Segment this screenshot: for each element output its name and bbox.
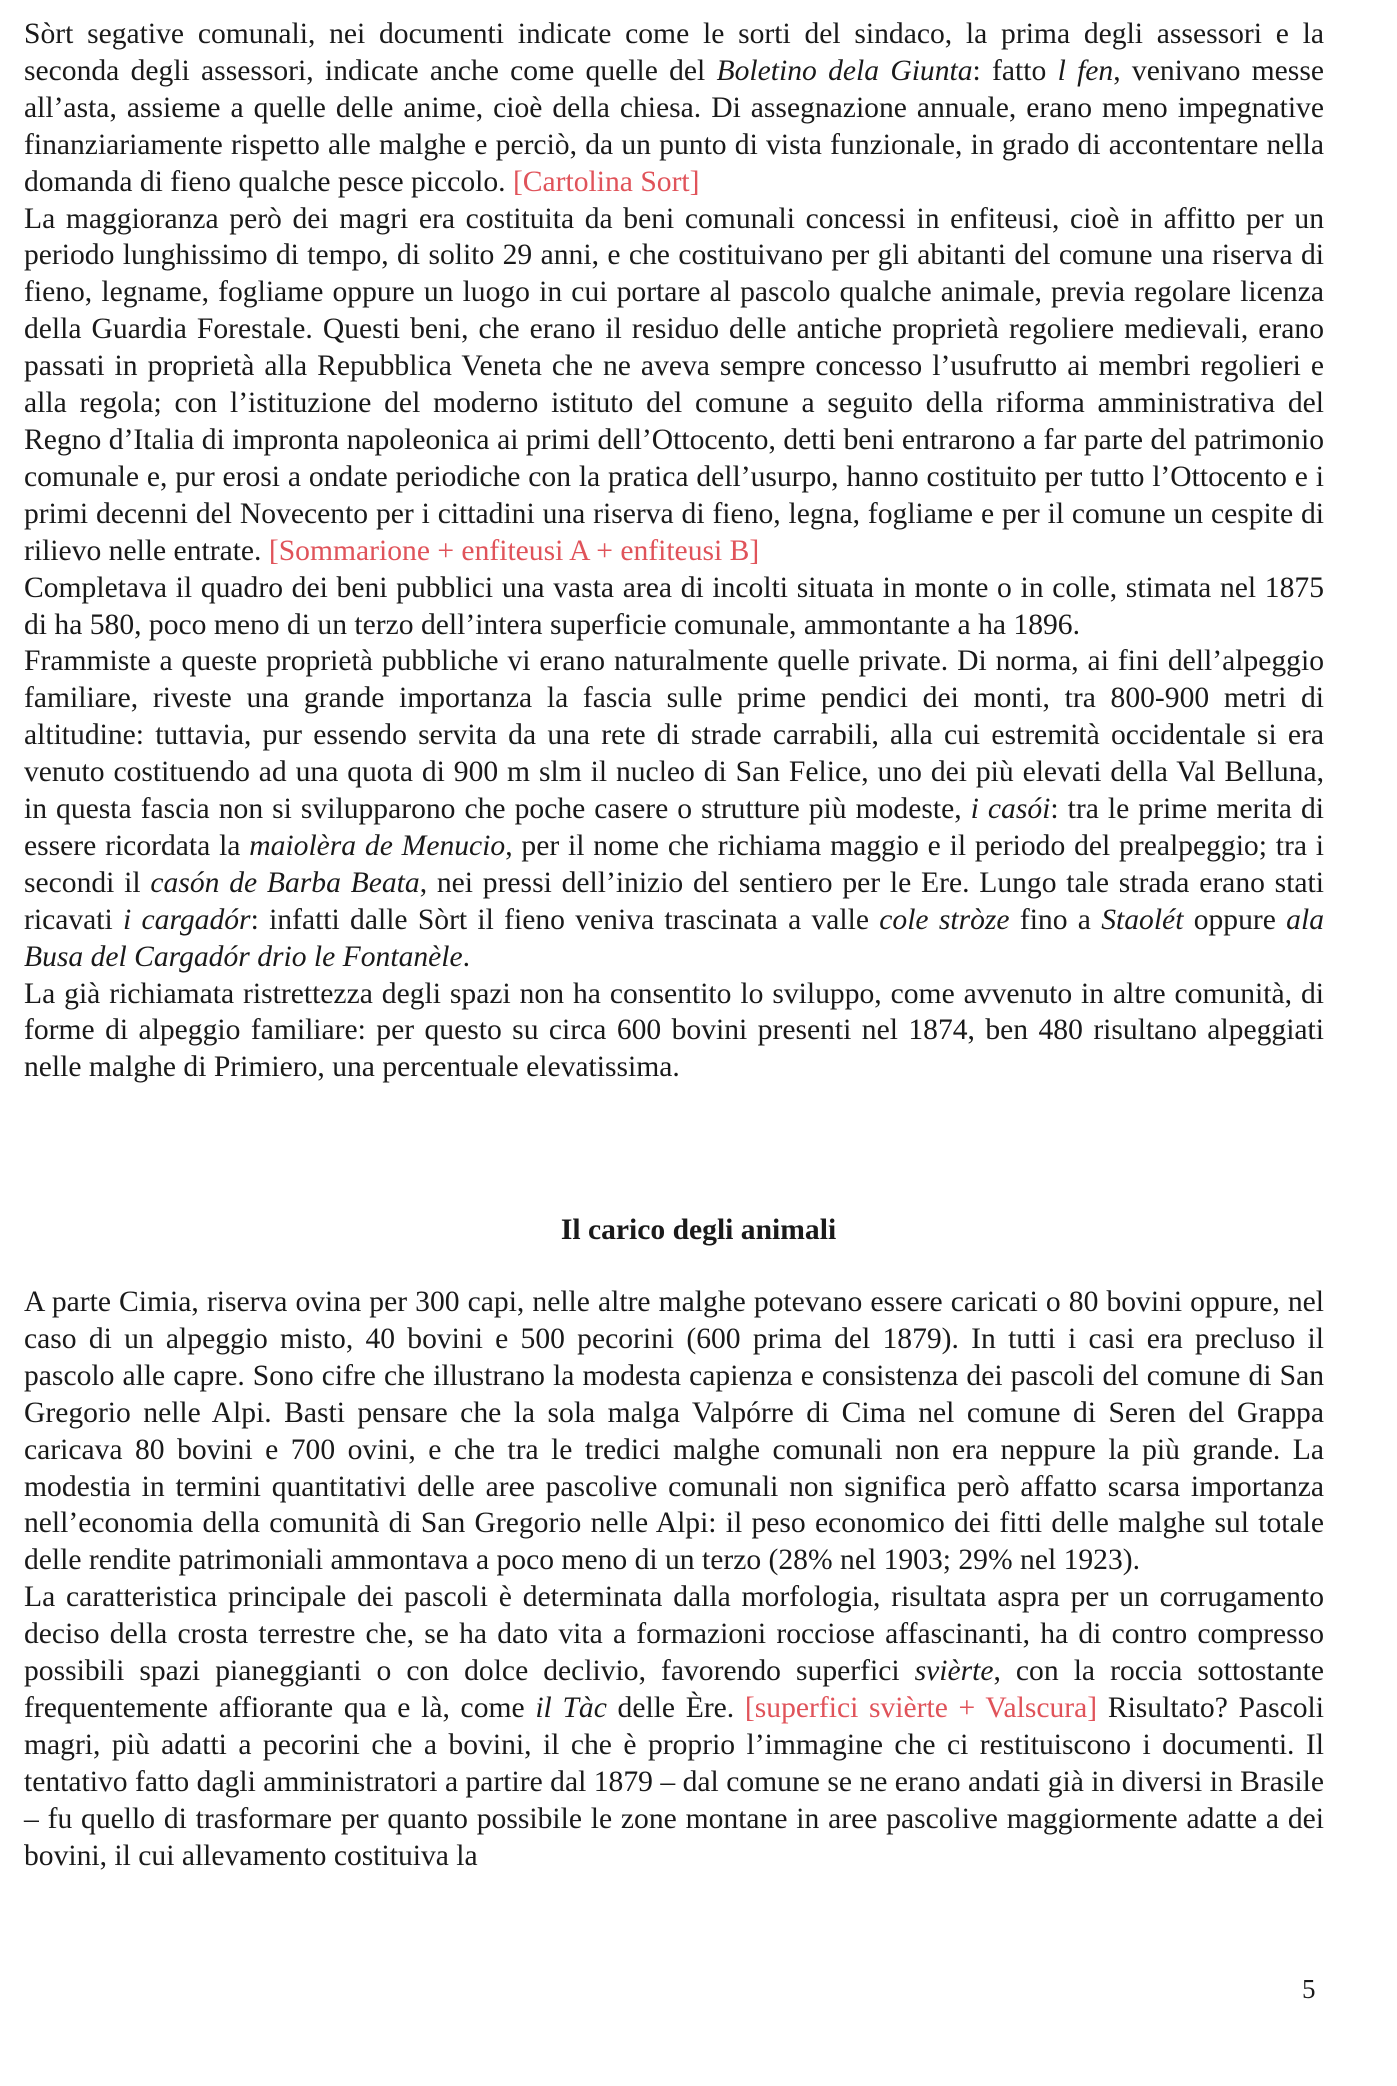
- body-text-section-1: [24, 16, 1324, 1086]
- text-run: Frammiste a queste proprietà pubbliche vi erano naturalmente quelle private. Di norma, ai fini dell’alpeggio familiare, riveste una grande importanza la fascia sulle prime pendici dei monti, tra 800-900 metri di altitudine: tuttavia, pur essendo servita da una rete di strade carrabili, alla cui estremità occidentale si era venuto costituendo ad una quota di 900 m slm il nucleo di San Felice, uno dei più elevati della Val Belluna, in questa fascia non si svilupparono che poche casere o strutture più modeste,: [24, 645, 1324, 826]
- paragraph-morfologia: [24, 1579, 1324, 1874]
- paragraph-proprieta-private: [24, 643, 1324, 975]
- text-run: , venivano messe all’asta, assieme a quelle delle anime, cioè della chiesa. Di assegnazione annuale, erano meno impegnative finanziariamente rispetto alle malghe e perciò, da un punto di vista funzionale, in grado di accontentare nella domanda di fieno qualche pesce piccolo.: [24, 54, 1324, 198]
- reference-link-cartolina-sort[interactable]: [Cartolina Sort]: [512, 165, 700, 198]
- text-run: Sòrt segative comunali, nei documenti indicate come le sorti del sindaco, la prima degli assessori e la seconda degli assessori, indicate anche come quelle del: [24, 18, 1324, 87]
- paragraph-enfiteusi: [24, 201, 1324, 570]
- text-run: .: [462, 940, 471, 973]
- italic-term: maiolèra de Menucio: [249, 829, 506, 862]
- text-run: : infatti dalle Sòrt il fieno veniva trascinata a valle: [250, 903, 880, 936]
- text-run: , nei pressi dell’inizio del sentiero per le Ere. Lungo tale strada erano stati ricavati: [24, 866, 1324, 936]
- text-run: : fatto: [972, 54, 1058, 87]
- text-run: , per il nome che richiama maggio e il periodo del prealpeggio; tra i secondi il: [24, 829, 1325, 899]
- paragraph-carico: A parte Cimia, riserva ovina per 300 capi, nelle altre malghe potevano essere caricati o 80 bovini oppure, nel caso di un alpeggio misto, 40 bovini e 500 pecorini (600 prima del 1879). In tutti i casi era precluso il pascolo alle capre. Sono cifre che illustrano la modesta capienza e consistenza dei pascoli del comune di San Gregorio nelle Alpi. Basti pensare che la sola malga Valpórre di Cima nel comune di Seren del Grappa caricava 80 bovini e 700 ovini, e che tra le tredici malghe comunali non era neppure la più grande. La modestia in termini quantitativi delle aree pascolive comunali non significa però affatto scarsa importanza nell’economia della comunità di San Gregorio nelle Alpi: il peso economico dei fitti delle malghe sul totale delle rendite patrimoniali ammontava a poco meno di un terzo (28% nel 1903; 29% nel 1923).: [24, 1286, 1324, 1577]
- text-run: : tra le prime merita di essere ricordata la: [24, 793, 1325, 862]
- text-run: delle Ère.: [606, 1691, 745, 1724]
- italic-term: cole stròze: [879, 903, 1010, 936]
- text-run: oppure: [1183, 903, 1287, 936]
- text-run: fino a: [1009, 903, 1102, 936]
- italic-term: l fen: [1057, 54, 1114, 87]
- italic-term: casón de Barba Beata: [150, 866, 420, 899]
- body-text-section-2: [24, 1284, 1324, 1875]
- italic-term: svièrte: [914, 1655, 994, 1688]
- page-number: 5: [1302, 1974, 1316, 2004]
- italic-term: Boletino dela Giunta: [716, 54, 973, 87]
- italic-term: Staolét: [1101, 903, 1184, 936]
- text-run: La caratteristica principale dei pascoli è determinata dalla morfologia, risultata aspra per un corrugamento deciso della crosta terrestre che, se ha dato vita a formazioni rocciose affascinanti, ha di contro compresso possibili spazi pianeggianti o con dolce declivio, favorendo superfici: [24, 1581, 1324, 1688]
- reference-link-superfici-sviert[interactable]: [superfici svièrte + Valscura]: [744, 1691, 1098, 1724]
- italic-term: i cargadór: [123, 903, 251, 936]
- text-run: La maggioranza però dei magri era costituita da beni comunali concessi in enfiteusi, cioè in affitto per un periodo lunghissimo di tempo, di solito 29 anni, e che costituivano per gli abitanti del comune una riserva di fieno, legname, fogliame oppure un luogo in cui portare al pascolo qualche animale, previa regolare licenza della Guardia Forestale. Questi beni, che erano il residuo delle antiche proprietà regoliere medievali, erano passati in proprietà alla Repubblica Veneta che ne aveva sempre concesso l’usufrutto ai membri regolieri e alla regola; con l’istituzione del moderno istituto del comune a seguito della riforma amministrativa del Regno d’Italia di impronta napoleonica ai primi dell’Ottocento, detti beni entrarono a far parte del patrimonio comunale e, pur erosi a ondate periodiche con la pratica dell’usurpo, hanno costituito per tutto l’Ottocento e i primi decenni del Novecento per i cittadini una riserva di fieno, legna, fogliame e per il comune un cespite di rilievo nelle entrate.: [24, 202, 1324, 567]
- text-run: , con la roccia sottostante frequentemente affiorante qua e là, come: [24, 1655, 1324, 1724]
- italic-term: il Tàc: [535, 1691, 607, 1724]
- paragraph-incolti: Completava il quadro dei beni pubblici una vasta area di incolti situata in monte o in colle, stimata nel 1875 di ha 580, poco meno di un terzo dell’intera superficie comunale, ammontante a ha 1896.: [24, 571, 1324, 641]
- paragraph-sort-segative: [24, 16, 1324, 201]
- reference-link-sommarione[interactable]: [Sommarione + enfiteusi A + enfiteusi B]: [268, 534, 760, 567]
- text-run: Risultato? Pascoli magri, più adatti a pecorini che a bovini, il che è proprio l’immagine che ci restituiscono i documenti. Il tentativo fatto dagli amministratori a partire dal 1879 – dal comune se ne erano andati già in diversi in Brasile – fu quello di trasformare per quanto possibile le zone montane in aree pascolive maggiormente adatte a dei bovini, il cui allevamento costituiva la: [24, 1691, 1325, 1872]
- paragraph-alpeggio: La già richiamata ristrettezza degli spazi non ha consentito lo sviluppo, come avvenuto in altre comunità, di forme di alpeggio familiare: per questo su circa 600 bovini presenti nel 1874, ben 480 risultano alpeggiati nelle malghe di Primiero, una percentuale elevatissima.: [24, 977, 1324, 1084]
- section-heading: Il carico degli animali: [560, 1214, 837, 1246]
- italic-term: i casói: [970, 793, 1051, 826]
- italic-term: ala Busa del Cargadór drio le Fontanèle: [24, 903, 1324, 973]
